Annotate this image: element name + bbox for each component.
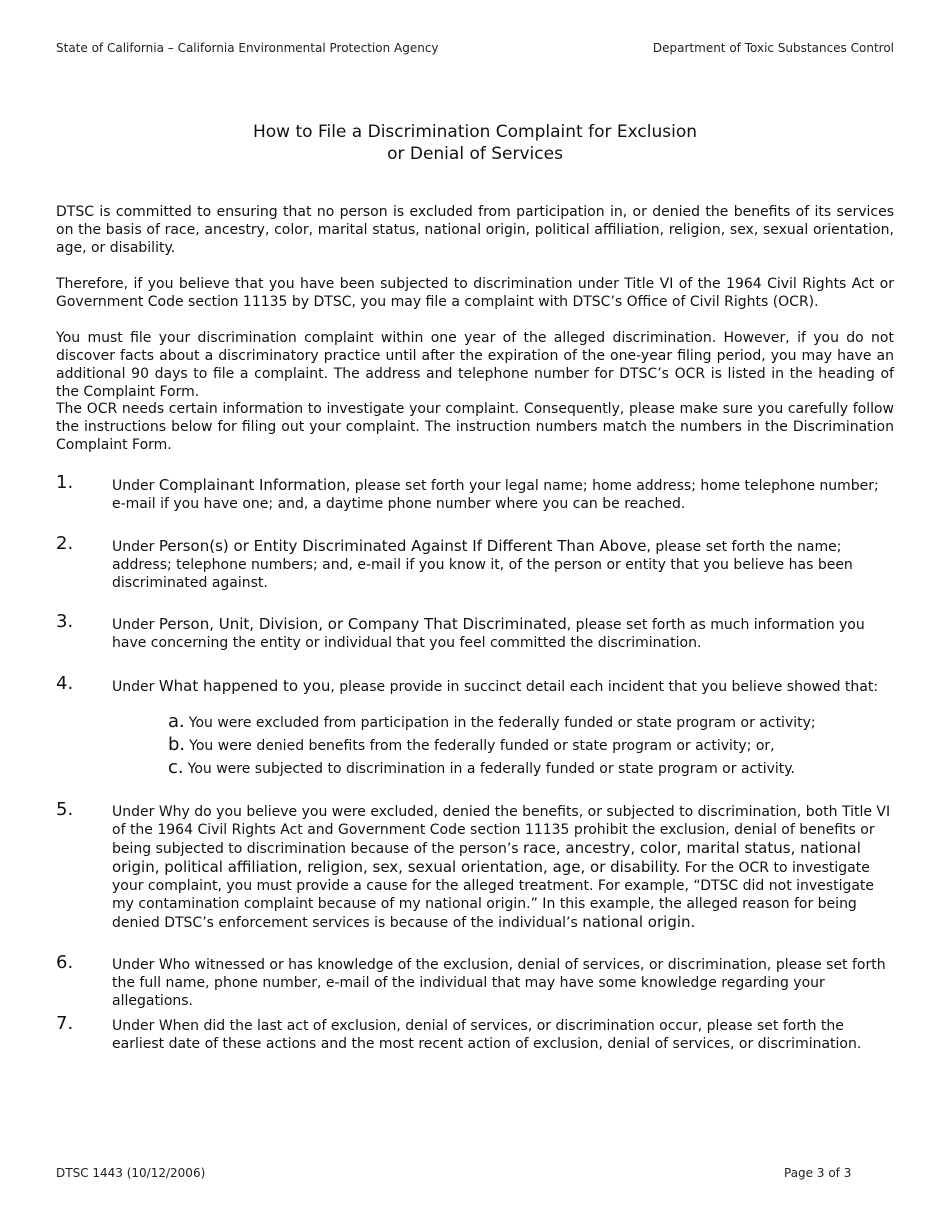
instruction-body — [112, 537, 892, 592]
instruction-body — [112, 956, 892, 1010]
instruction-item-6 — [56, 952, 894, 1010]
instruction-item-1 — [56, 472, 894, 513]
intro-paragraph-deadline: You must file your discrimination complaint within one year of the alleged discrimination. However, if you do not discover facts about a discriminatory practice until after the expiration of the one-year filing period, you may have an additional 90 days to file a complaint. The address and telephone number for DTSC’s OCR is listed in the heading of the Complaint Form. — [56, 330, 894, 400]
instruction-number: 6. — [56, 952, 74, 973]
instruction-lead: Under When did the last act of exclusion, denial of services, or discrimination occur, please set forth the earliest date of these actions and the most recent action of exclusion, denial of services, or discrimination. — [112, 1018, 862, 1052]
instruction-lead: Under Who witnessed or has knowledge of the exclusion, denial of services, or discrimination, please set forth the full name, phone number, e-mail of the individual that may have some knowledge regarding your allegations. — [112, 957, 886, 1009]
instruction-heading: race, ancestry, color, marital status, national origin, political affiliation, religion, sex, sexual orientation, age, or disability. — [112, 839, 861, 876]
instruction-tail: national origin. — [582, 913, 696, 931]
intro-paragraph-title-vi: Therefore, if you believe that you have been subjected to discrimination under Title VI of the 1964 Civil Rights Act or Government Code section 11135 by DTSC, you may file a complaint with DTSC’s Office of Civil Rights (OCR). — [56, 276, 894, 310]
subitem-text: You were excluded from participation in the federally funded or state program or activity; — [188, 715, 816, 731]
footer-page-number: Page 3 of 3 — [784, 1166, 852, 1180]
instruction-item-2 — [56, 533, 894, 592]
instruction-item-7 — [56, 1013, 894, 1053]
instruction-text: , please set forth your legal name; home address; home telephone number; e-mail if you have one; and, a daytime phone number where you can be reached. — [112, 478, 879, 512]
page-title-line-2: or Denial of Services — [387, 144, 563, 164]
instruction-heading: Person, Unit, Division, or Company That Discriminated — [158, 615, 567, 633]
instruction-text: For the OCR to investigate your complaint, you must provide a cause for the alleged treatment. For example, “DTSC did not investigate my contamination complaint because of my national origin.” In this example, the alleged reason for being denied DTSC’s enforcement services is because of the individual’s — [112, 860, 875, 931]
subitem-letter: b. — [168, 734, 186, 755]
instruction-body — [112, 615, 892, 652]
instruction-number: 2. — [56, 533, 74, 554]
intro-paragraph-commitment: DTSC is committed to ensuring that no person is excluded from participation in, or denied the benefits of its services on the basis of race, ancestry, color, marital status, national origin, political affiliation, religion, sex, sexual orientation, age, or disability. — [56, 204, 894, 256]
subitem-letter: c. — [168, 757, 184, 778]
instruction-item-3 — [56, 611, 894, 652]
instruction-lead: Under — [112, 478, 159, 494]
instruction-heading: Person(s) or Entity Discriminated Against If Different Than Above — [158, 537, 647, 555]
instruction-text: , please set forth as much information you have concerning the entity or individual that you feel committed the discrimination. — [112, 617, 865, 651]
instruction-body — [112, 476, 892, 513]
instruction-number: 7. — [56, 1013, 74, 1034]
instruction-body — [112, 677, 892, 696]
instruction-number: 3. — [56, 611, 74, 632]
instruction-lead: Under — [112, 539, 159, 555]
page-title — [0, 121, 950, 165]
header-department: Department of Toxic Substances Control — [652, 41, 894, 55]
incident-subitem-c — [168, 757, 868, 780]
instruction-number: 4. — [56, 673, 74, 694]
instruction-lead: Under — [112, 617, 159, 633]
incident-sublist — [168, 711, 868, 780]
instruction-lead: Under — [112, 679, 159, 695]
intro-paragraph-instructions: The OCR needs certain information to investigate your complaint. Consequently, please make sure you carefully follow the instructions below for filing out your complaint. The instruction numbers match the numbers in the Discrimination Complaint Form. — [56, 401, 894, 453]
subitem-letter: a. — [168, 711, 185, 732]
instruction-heading: What happened to you — [158, 677, 331, 695]
subitem-text: You were subjected to discrimination in a federally funded or state program or activity. — [187, 761, 796, 777]
instruction-text: , please provide in succinct detail each incident that you believe showed that: — [330, 679, 879, 695]
header-agency: State of California – California Environmental Protection Agency — [56, 41, 439, 55]
instruction-number: 5. — [56, 799, 74, 820]
instruction-text: , please set forth the name; address; telephone numbers; and, e-mail if you know it, of the person or entity that you believe has been discriminated against. — [112, 539, 853, 591]
instruction-heading: Complainant Information — [158, 476, 346, 494]
page-title-line-1: How to File a Discrimination Complaint for Exclusion — [252, 122, 698, 142]
instruction-item-4 — [56, 673, 894, 696]
instruction-lead: Under Why do you believe you were excluded, denied the benefits, or subjected to discrimination, both Title VI of the 1964 Civil Rights Act and Government Code section 11135 prohibit the exclusion, denial of benefits or being subjected to discrimination because of the person’s — [112, 804, 891, 857]
instruction-item-5 — [56, 799, 894, 932]
instruction-number: 1. — [56, 472, 74, 493]
instruction-body — [112, 1017, 892, 1053]
incident-subitem-a — [168, 711, 868, 734]
incident-subitem-b — [168, 734, 868, 757]
footer-form-number: DTSC 1443 (10/12/2006) — [56, 1166, 206, 1180]
subitem-text: You were denied benefits from the federally funded or state program or activity; or, — [189, 738, 775, 754]
instruction-body — [112, 803, 892, 932]
